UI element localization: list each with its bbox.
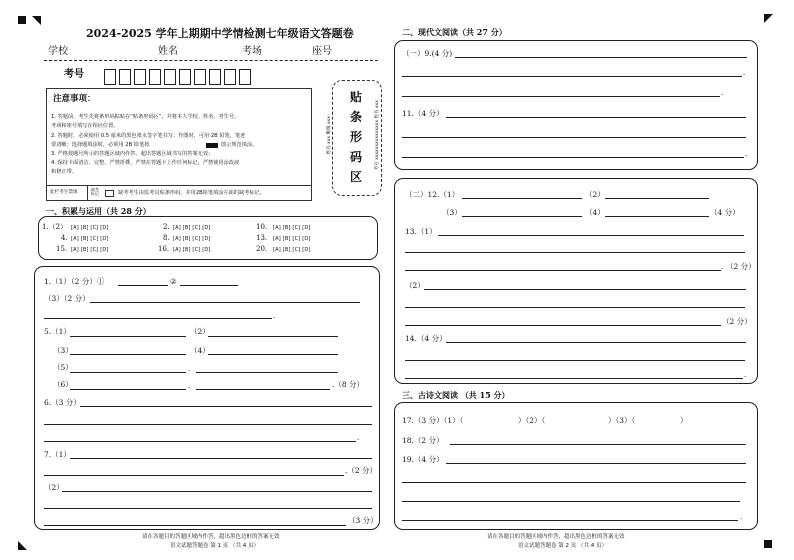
answer-line[interactable]: [208, 336, 338, 337]
choice-label: 1.（2）: [42, 223, 68, 231]
exam-no-box[interactable]: [224, 69, 236, 85]
dot: .: [721, 89, 724, 97]
barcode-side-text: 考号 xxxxxxxxxxxxxxx 姓名 xxx: [374, 100, 380, 171]
q7-score: .（2 分）: [345, 466, 378, 475]
q5-label-5: （5）: [53, 363, 73, 372]
field-school: 学校: [48, 46, 68, 57]
corner-mark-tl2: [32, 16, 41, 25]
choice-options[interactable]: [A] [B] [C] [D]: [173, 225, 211, 231]
answer-line[interactable]: [70, 389, 186, 390]
section1-title: 一、积累与运用（共 28 分）: [46, 206, 151, 216]
choice-label: 2.: [163, 223, 170, 231]
dot: .: [357, 434, 360, 442]
q7-label: 7.（1）: [44, 450, 71, 459]
corner-mark-bl: [18, 541, 27, 550]
answer-line[interactable]: [402, 76, 742, 77]
notice-item: 4. 保持卡面清洁、完整，严禁折叠，严禁在答题卡上作任何标记，严禁使用涂改液: [51, 160, 240, 166]
footer-left-line1: 请在各题目的答题区域内作答，超出黑色边框的答案无效: [142, 534, 280, 540]
choice-label: 13.: [256, 234, 268, 242]
barcode-side-text: 姓名 xxx 班级 xxx: [326, 116, 332, 155]
field-seat: 座号: [312, 46, 332, 57]
q13-label: 13.（1）: [405, 227, 437, 236]
answer-line[interactable]: [118, 285, 168, 286]
absent-checkbox[interactable]: [105, 190, 114, 197]
exam-no-box[interactable]: [119, 69, 131, 85]
answer-line[interactable]: [405, 307, 745, 308]
answer-line[interactable]: [462, 198, 582, 199]
dot: .: [273, 312, 276, 320]
absent-instruction: 缺考考生由监考员贴条形码，并用2B铅笔填涂左面的缺考标记。: [118, 190, 265, 196]
notice-item: 2. 答题时，必须使用 0.5 毫米的黑色墨水签字笔书写；作图时，可用 2B 铅笔，笔迹: [51, 133, 246, 139]
answer-line[interactable]: [405, 252, 745, 253]
answer-line[interactable]: [605, 216, 709, 217]
corner-mark-br: [764, 540, 772, 548]
q12-label-4: （4）: [585, 208, 605, 217]
answer-line[interactable]: [70, 336, 186, 337]
answer-line[interactable]: [44, 441, 356, 442]
q5-label-4: （4）: [190, 346, 210, 355]
q1-label-2: ②: [170, 277, 177, 286]
q1-label: 1.（1）（2 分）①: [44, 277, 105, 286]
q17-label: 17.（3 分）（1）（: [402, 416, 464, 425]
barcode-char: 区: [350, 170, 363, 184]
footer-right-line1: 请在各题目的答题区域内作答，超出黑色边框的答案无效: [487, 534, 625, 540]
notice-item: 考场和座号填写在相应位置。: [51, 123, 119, 129]
answer-line[interactable]: [90, 302, 360, 303]
dot: .: [745, 150, 748, 158]
dot: .: [188, 365, 191, 373]
exam-no-box[interactable]: [239, 69, 251, 85]
answer-line[interactable]: [424, 289, 746, 290]
q1-3-label: （3）（2 分）: [44, 294, 90, 303]
notice-box: [46, 88, 312, 201]
answer-line[interactable]: [405, 325, 721, 326]
exam-no-box[interactable]: [149, 69, 161, 85]
barcode-char: 条: [350, 110, 363, 124]
choice-label: 20.: [256, 245, 268, 253]
answer-line[interactable]: [196, 372, 338, 373]
choice-options[interactable]: [A] [B] [C] [D]: [71, 225, 109, 231]
choice-options[interactable]: [A] [B] [C] [D]: [273, 247, 311, 253]
field-name: 姓名: [158, 46, 178, 57]
choice-label: 15.: [56, 245, 68, 253]
q12-label-3: （3）: [442, 208, 462, 217]
section2-title: 二、现代文阅读（共 27 分）: [402, 27, 507, 37]
footer-right-line2: 语文试题答题卷 第 2 页 （共 4 页）: [518, 543, 607, 549]
q5-label-3: （3）: [53, 346, 73, 355]
answer-line[interactable]: [446, 342, 746, 343]
q17-blank-2: ）（3）（: [608, 416, 636, 425]
absent-divider: [87, 186, 88, 201]
q13-score: （2 分）: [726, 262, 756, 271]
fill-sample-mark: [206, 143, 218, 148]
corner-mark-tr: [764, 14, 773, 23]
answer-line[interactable]: [402, 96, 720, 97]
q12-label-2: （2）: [585, 190, 605, 199]
exam-no-label: 考号: [64, 69, 84, 80]
choice-options[interactable]: [A] [B] [C] [D]: [71, 236, 109, 242]
barcode-char: 码: [350, 150, 363, 164]
q18-label: 18.（2 分）: [402, 436, 444, 445]
answer-line[interactable]: [44, 475, 344, 476]
notice-item: 1. 答题前，考生先将条形码粘贴在“贴条形码区”，并将本人学校、姓名、考生号、: [51, 114, 240, 120]
dot: .: [743, 69, 746, 77]
answer-line[interactable]: [455, 57, 747, 58]
answer-line[interactable]: [44, 318, 272, 319]
page-title: 2024-2025 学年上期期中学情检测七年级语文答题卷: [86, 27, 354, 40]
notice-item: 3. 严格按题号所示的答题区域内作答，超出答题区域书写的答案无效；: [51, 151, 214, 157]
choice-options[interactable]: [A] [B] [C] [D]: [273, 236, 311, 242]
q9-label: （一）9.(4 分): [402, 49, 453, 58]
exam-no-box[interactable]: [164, 69, 176, 85]
exam-no-box[interactable]: [104, 69, 116, 85]
absent-row: [47, 185, 311, 201]
exam-no-box[interactable]: [179, 69, 191, 85]
answer-line[interactable]: [180, 285, 238, 286]
section3-title: 三、古诗文阅读 （共 15 分）: [402, 390, 510, 400]
field-room: 考场: [242, 46, 262, 57]
answer-line[interactable]: [405, 360, 745, 361]
q5-label: 5.（1）: [44, 327, 71, 336]
answer-line[interactable]: [605, 198, 709, 199]
q7-score-2: （3 分）: [348, 516, 378, 525]
answer-line[interactable]: [402, 520, 738, 521]
q7-label-2: （2）: [44, 483, 64, 492]
exam-no-box[interactable]: [194, 69, 206, 85]
answer-line[interactable]: [70, 354, 186, 355]
choice-label: 8.: [163, 234, 170, 242]
answer-line[interactable]: [438, 235, 744, 236]
q5-label-2: （2）: [190, 327, 210, 336]
answer-line[interactable]: [402, 157, 744, 158]
q14-label: 14.（4 分）: [405, 334, 447, 343]
answer-line[interactable]: [44, 508, 372, 509]
q11-label: 11.（4 分）: [402, 109, 444, 118]
absent-label: 此栏考生禁填: [50, 190, 78, 195]
dot: .: [721, 263, 724, 271]
choice-label: 4.: [61, 234, 68, 242]
dot: .: [188, 382, 191, 390]
q17-blank-1: ）（2）（: [518, 416, 546, 425]
answer-line[interactable]: [62, 491, 372, 492]
answer-line[interactable]: [450, 444, 746, 445]
footer-left-line2: 语文试题答题卷 第 1 页 （共 4 页）: [170, 543, 259, 549]
exam-no-box[interactable]: [134, 69, 146, 85]
dot: .: [740, 513, 743, 521]
dot: .: [744, 371, 747, 379]
answer-line[interactable]: [462, 216, 582, 217]
choice-options[interactable]: [A] [B] [C] [D]: [71, 247, 109, 253]
answer-line[interactable]: [446, 463, 746, 464]
choice-options[interactable]: [A] [B] [C] [D]: [273, 225, 311, 231]
barcode-area: [326, 80, 382, 196]
answer-line[interactable]: [446, 117, 746, 118]
answer-line[interactable]: [70, 458, 372, 459]
choice-panel: [38, 216, 378, 260]
q6-label: 6.（3 分）: [44, 398, 81, 407]
q17-blank-3: ）: [680, 416, 688, 425]
barcode-char: 形: [350, 130, 363, 144]
header-rule: [44, 60, 378, 61]
q12-score: （4 分）: [710, 208, 740, 217]
notice-item: 要清晰；选择题填涂时，必须用 2B 铅笔按: [51, 142, 150, 148]
answer-line[interactable]: [44, 424, 372, 425]
choice-options[interactable]: [A] [B] [C] [D]: [173, 236, 211, 242]
notice-title: 注意事项：: [53, 94, 96, 104]
answer-line[interactable]: [80, 406, 372, 407]
notice-item: 图示规范填涂。: [221, 142, 258, 148]
answer-line[interactable]: [405, 270, 721, 271]
answer-line[interactable]: [402, 482, 746, 483]
absent-mark-label: 缺考 标记: [91, 187, 99, 196]
answer-line[interactable]: [405, 378, 743, 379]
q5-score: .（8 分）: [332, 380, 365, 389]
q13-score-2: （2 分）: [722, 317, 752, 326]
q19-label: 19.（4 分）: [402, 455, 444, 464]
answer-line[interactable]: [402, 501, 740, 502]
barcode-char: 贴: [350, 90, 363, 104]
notice-item: 和修正带。: [51, 169, 77, 175]
choice-label: 16.: [158, 245, 170, 253]
choice-options[interactable]: [A] [B] [C] [D]: [173, 247, 211, 253]
q13-label-2: （2）: [405, 281, 425, 290]
answer-line[interactable]: [44, 525, 346, 526]
q12-label: （二）12.（1）: [405, 190, 460, 199]
choice-label: 10.: [256, 223, 268, 231]
answer-line[interactable]: [70, 372, 186, 373]
q5-label-6: （6）: [53, 380, 73, 389]
answer-line[interactable]: [208, 354, 338, 355]
answer-line[interactable]: [402, 137, 746, 138]
corner-mark-tl: [18, 16, 26, 24]
exam-no-box[interactable]: [209, 69, 221, 85]
reading-panel-1: [394, 40, 758, 170]
answer-line[interactable]: [196, 389, 330, 390]
